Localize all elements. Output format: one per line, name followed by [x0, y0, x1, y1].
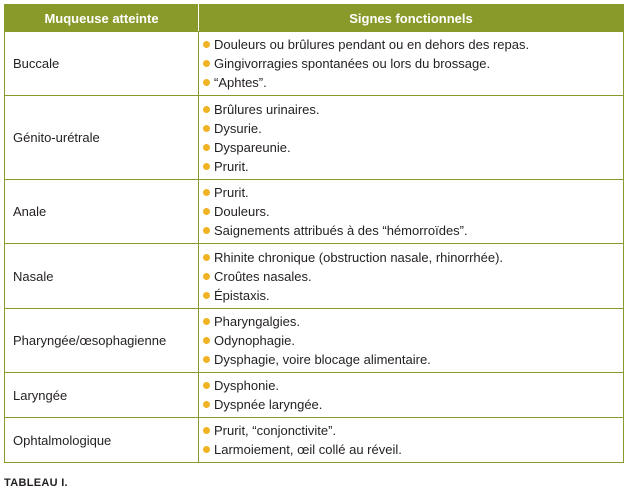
- sign-item: [203, 267, 623, 286]
- sign-text: Odynophagie.: [214, 333, 295, 348]
- sign-item: [203, 157, 623, 176]
- sign-item: [203, 35, 623, 54]
- sign-item: [203, 100, 623, 119]
- signs-cell: [199, 244, 624, 309]
- symptoms-table-container: [4, 4, 623, 463]
- sign-text: Croûtes nasales.: [214, 268, 312, 284]
- sign-item: [203, 73, 623, 92]
- table-row: [5, 180, 624, 244]
- sign-item: [203, 248, 623, 267]
- table-row: [5, 244, 624, 309]
- bullet-dot-icon: [203, 401, 210, 408]
- mucosa-label: Ophtalmologique: [5, 418, 199, 463]
- mucosa-label: Nasale: [5, 244, 199, 309]
- bullet-dot-icon: [203, 189, 210, 196]
- bullet-dot-icon: [203, 273, 210, 280]
- table-row: [5, 373, 624, 418]
- sign-text: Dyspareunie.: [214, 139, 291, 155]
- bullet-dot-icon: [203, 356, 210, 363]
- sign-item: [203, 119, 623, 138]
- sign-text: Dysurie.: [214, 120, 262, 136]
- mucosa-label: Pharyngée/œsophagienne: [5, 309, 199, 373]
- sign-item: [203, 221, 623, 240]
- sign-item: [203, 350, 623, 369]
- bullet-dot-icon: [203, 292, 210, 299]
- sign-text: Brûlures urinaires.: [214, 101, 320, 117]
- sign-item: [203, 138, 623, 157]
- bullet-dot-icon: [203, 106, 210, 113]
- mucosa-label: Buccale: [5, 32, 199, 96]
- sign-text: Prurit.: [214, 158, 249, 174]
- bullet-dot-icon: [203, 318, 210, 325]
- bullet-dot-icon: [203, 79, 210, 86]
- sign-item: [203, 395, 623, 414]
- table-header-row: [5, 5, 624, 32]
- signs-cell: [199, 32, 624, 96]
- sign-text: Prurit, “conjonctivite”.: [214, 423, 337, 438]
- sign-item: [203, 54, 623, 73]
- sign-item: [203, 202, 623, 221]
- symptoms-table: [4, 4, 624, 463]
- sign-text: Rhinite chronique (obstruction nasale, rhinorrhée).: [214, 249, 504, 265]
- mucosa-label: Anale: [5, 180, 199, 244]
- sign-text: Dysphagie, voire blocage alimentaire.: [214, 352, 431, 367]
- sign-text: Épistaxis.: [214, 287, 270, 303]
- sign-text: Gingivorragies spontanées ou lors du brossage.: [214, 56, 491, 71]
- bullet-dot-icon: [203, 227, 210, 234]
- signs-cell: [199, 309, 624, 373]
- bullet-dot-icon: [203, 125, 210, 132]
- sign-text: Douleurs.: [214, 204, 270, 219]
- bullet-dot-icon: [203, 144, 210, 151]
- sign-item: [203, 286, 623, 305]
- sign-text: “Aphtes”.: [214, 75, 267, 90]
- bullet-dot-icon: [203, 382, 210, 389]
- table-caption: TABLEAU I.: [4, 477, 68, 489]
- signs-cell: [199, 180, 624, 244]
- bullet-dot-icon: [203, 446, 210, 453]
- bullet-dot-icon: [203, 254, 210, 261]
- signs-cell: [199, 373, 624, 418]
- sign-item: [203, 440, 623, 459]
- table-body: [5, 32, 624, 463]
- sign-text: Douleurs ou brûlures pendant ou en dehors des repas.: [214, 37, 530, 52]
- table-row: [5, 309, 624, 373]
- sign-item: [203, 376, 623, 395]
- bullet-dot-icon: [203, 337, 210, 344]
- sign-text: Prurit.: [214, 185, 249, 200]
- sign-text: Dysphonie.: [214, 378, 280, 393]
- sign-item: [203, 312, 623, 331]
- sign-item: [203, 183, 623, 202]
- bullet-dot-icon: [203, 427, 210, 434]
- column-header-signs: Signes fonctionnels: [199, 5, 624, 32]
- bullet-dot-icon: [203, 208, 210, 215]
- mucosa-label: Génito-urétrale: [5, 96, 199, 180]
- table-row: [5, 96, 624, 180]
- sign-text: Saignements attribués à des “hémorroïdes”.: [214, 223, 468, 238]
- bullet-dot-icon: [203, 41, 210, 48]
- sign-item: [203, 421, 623, 440]
- sign-text: Larmoiement, œil collé au réveil.: [214, 442, 402, 457]
- sign-text: Dyspnée laryngée.: [214, 397, 323, 412]
- sign-item: [203, 331, 623, 350]
- signs-cell: [199, 418, 624, 463]
- bullet-dot-icon: [203, 60, 210, 67]
- table-row: [5, 32, 624, 96]
- sign-text: Pharyngalgies.: [214, 314, 300, 329]
- table-row: [5, 418, 624, 463]
- signs-cell: [199, 96, 624, 180]
- column-header-mucosa: Muqueuse atteinte: [5, 5, 199, 32]
- mucosa-label: Laryngée: [5, 373, 199, 418]
- bullet-dot-icon: [203, 163, 210, 170]
